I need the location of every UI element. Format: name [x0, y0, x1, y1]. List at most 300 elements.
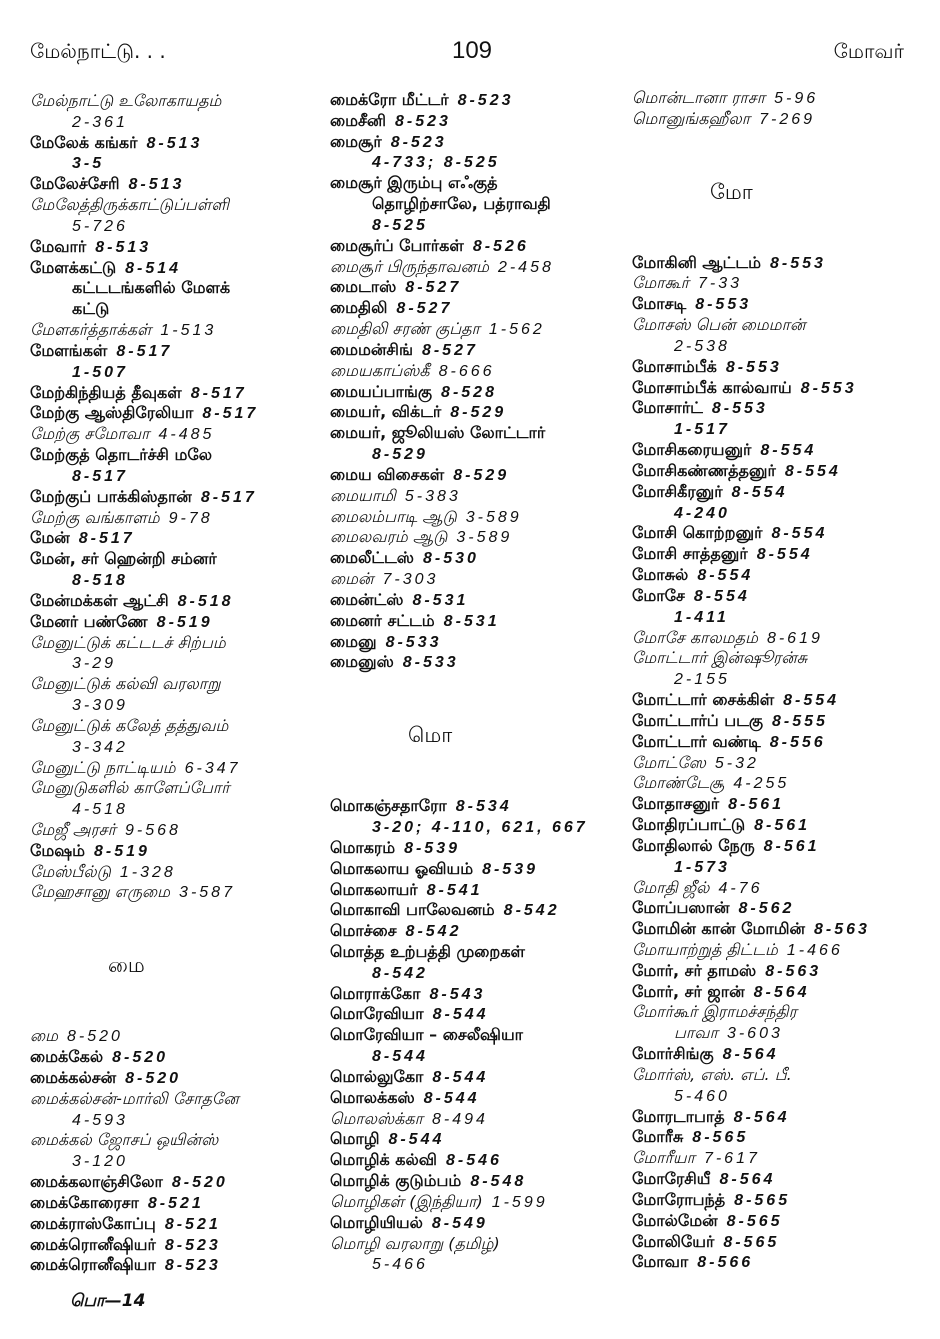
- entry-term: மைசூர் பிருந்தாவனம்: [330, 256, 489, 276]
- index-entry: [30, 591, 322, 612]
- page-reference: 8-554: [784, 462, 841, 480]
- entry-term: மோட்டார் வண்டி: [632, 731, 761, 751]
- entry-term: மொழி: [330, 1129, 380, 1149]
- index-section: [30, 91, 322, 903]
- entry-line: [330, 984, 622, 1005]
- index-entry: [330, 298, 622, 319]
- entry-line: [30, 633, 322, 654]
- entry-term: மோர், சர் ஜான்: [632, 981, 745, 1001]
- entry-term: மோலியேர்: [632, 1231, 715, 1251]
- page-reference: 8-525: [372, 216, 428, 234]
- index-column-3: [632, 88, 928, 1273]
- index-entry: [632, 294, 928, 315]
- entry-line: [632, 1190, 928, 1211]
- entry-line: [30, 1089, 322, 1110]
- page-reference: 1-573: [674, 858, 730, 876]
- page-reference: 8-565: [692, 1129, 749, 1147]
- entry-line: [30, 758, 322, 779]
- page-reference: 8-520: [125, 1069, 182, 1087]
- entry-line: [30, 820, 322, 841]
- index-column-2: [330, 90, 622, 1275]
- index-entry: [30, 1255, 322, 1276]
- page-reference: 1-562: [488, 321, 545, 339]
- entry-term: மோரீசு: [632, 1127, 684, 1147]
- page-reference: 8-534: [455, 798, 512, 816]
- entry-line: [330, 402, 622, 423]
- page-reference: 8-553: [725, 358, 782, 376]
- page-reference: 8-520: [67, 1028, 123, 1046]
- entry-line: [330, 1109, 622, 1130]
- entry-line: [632, 461, 928, 482]
- index-entry: [30, 820, 322, 841]
- entry-line: [330, 548, 622, 569]
- page-reference: 2-155: [674, 671, 730, 689]
- page-reference: 8-528: [441, 383, 497, 401]
- entry-term: மைய விசைகள்: [330, 464, 445, 484]
- entry-term: மோதிலால் நேரு: [632, 835, 755, 855]
- entry-term: மேஸ்பீல்டு: [30, 861, 111, 881]
- entry-line: [330, 1088, 622, 1109]
- page-reference: 2-458: [497, 258, 554, 276]
- entry-term: மொழிக் கல்வி: [330, 1150, 437, 1170]
- index-entry: [632, 273, 928, 294]
- entry-line: [30, 341, 322, 362]
- page-reference: 9-568: [124, 821, 181, 839]
- entry-term: மேஜீ அரசர்: [30, 819, 116, 839]
- entry-line: [30, 612, 322, 633]
- page-reference: 8-514: [125, 259, 182, 277]
- entry-term: மோசாம்பீக் கால்வாய்: [632, 377, 792, 397]
- entry-term: மேனுட்டுக் கல்வி வரலாறு: [30, 674, 221, 694]
- entry-term: மையர், விக்டர்: [330, 402, 442, 422]
- index-entry: [632, 253, 928, 274]
- index-entry: [632, 1232, 928, 1253]
- index-entry: [30, 758, 322, 779]
- entry-line: [330, 319, 622, 340]
- page-reference: 8-554: [693, 587, 750, 605]
- index-entry: [30, 549, 322, 591]
- entry-continuation-line: [30, 466, 322, 487]
- page-reference: 8-520: [112, 1049, 169, 1067]
- entry-term: மைக்ரோ மீட்டர்: [330, 90, 449, 109]
- entry-term: மோசுல்: [632, 565, 689, 585]
- index-entry: [632, 461, 928, 482]
- entry-term: மோப்பஸான்: [632, 898, 730, 918]
- page-reference: 5-96: [774, 90, 819, 107]
- index-entry: [330, 590, 622, 611]
- entry-term: மொலஸ்க்கா: [330, 1108, 423, 1128]
- page-reference: 8-518: [177, 592, 234, 610]
- entry-line: [632, 690, 928, 711]
- entry-line: [30, 133, 322, 154]
- index-entry: [30, 341, 322, 383]
- entry-term: மைலீட்டஸ்: [330, 548, 414, 568]
- entry-term: மோட்டார்ப் படகு: [632, 710, 764, 730]
- page-reference: 8-539: [482, 860, 538, 878]
- index-entry: [632, 1252, 928, 1273]
- entry-continuation-line: [30, 112, 322, 133]
- page-reference: 3-5: [72, 155, 105, 173]
- page-reference: 8-517: [116, 342, 173, 360]
- index-entry: [632, 440, 928, 461]
- entry-line: [632, 378, 928, 399]
- index-entry: [632, 1044, 928, 1065]
- index-entry: [30, 487, 322, 508]
- page-number: 109: [451, 37, 493, 64]
- page-reference: 4-485: [158, 426, 215, 444]
- entry-line: [330, 90, 622, 111]
- entry-term: மைதிலி: [330, 298, 388, 318]
- entry-continuation-line: [330, 194, 622, 215]
- index-entry: [330, 507, 622, 528]
- index-section: [632, 88, 928, 130]
- entry-continuation-line: [632, 336, 928, 357]
- entry-line: [30, 174, 322, 195]
- entry-line: [632, 815, 928, 836]
- entry-term: மொகஞ்சதாரோ: [330, 796, 447, 816]
- page-reference: 8-554: [783, 692, 840, 710]
- entry-line: [632, 1002, 928, 1023]
- entry-line: [330, 880, 622, 901]
- entry-line: [632, 1065, 928, 1086]
- entry-line: [330, 921, 622, 942]
- entry-term: மோர்சிங்கு: [632, 1044, 714, 1064]
- entry-term: மைக்கோரைசா: [30, 1192, 139, 1212]
- entry-term: மேளக்கட்டு: [30, 257, 117, 277]
- entry-continuation-line: [330, 1046, 622, 1067]
- entry-line: [632, 398, 928, 419]
- entry-term: மேளங்கள்: [30, 340, 108, 360]
- page-reference: 9-78: [168, 509, 213, 527]
- entry-term: மோதி ஜீல்: [632, 877, 710, 897]
- entry-continuation-line: [330, 215, 622, 236]
- entry-term: மோயாற்றுத் திட்டம்: [632, 939, 778, 959]
- entry-line: [330, 859, 622, 880]
- entry-term: மேனுடுகளில் காளேப்போர்: [30, 778, 230, 798]
- entry-line: [30, 1068, 322, 1089]
- index-entry: [632, 836, 928, 878]
- signature-mark: பொ—14: [70, 1291, 146, 1311]
- entry-term: மேனுட்டுக் கலேத் தத்துவம்: [30, 715, 229, 735]
- page-reference: 3-589: [465, 508, 522, 526]
- page-reference: 8-533: [402, 654, 459, 672]
- page-reference: 1-599: [491, 1193, 548, 1211]
- page-reference: 3-589: [456, 529, 513, 547]
- entry-continuation-line: [30, 1151, 322, 1172]
- index-entry: [632, 398, 928, 440]
- page-reference: 1-466: [786, 941, 843, 959]
- entry-line: [330, 298, 622, 319]
- page-reference: 7-33: [698, 275, 743, 293]
- page-reference: 8-517: [190, 384, 247, 402]
- index-entry: [30, 1068, 322, 1089]
- page-reference: 5-726: [72, 217, 128, 235]
- entry-line: [632, 648, 928, 669]
- entry-term: மோசிகரையனுர்: [632, 440, 752, 460]
- entry-term: மேளகர்த்தாக்கள்: [30, 320, 152, 340]
- entry-term: மோதிரப்பாட்டு: [632, 815, 746, 835]
- index-entry: [30, 508, 322, 529]
- index-entry: [30, 528, 322, 549]
- entry-line: [330, 1234, 622, 1255]
- entry-term: மைக்ரொனீஷியர்: [30, 1234, 156, 1254]
- entry-line: [632, 1044, 928, 1065]
- index-entry: [632, 523, 928, 544]
- entry-line: [330, 382, 622, 403]
- index-entry: [30, 195, 322, 237]
- entry-line: [330, 423, 622, 444]
- index-entry: [330, 277, 622, 298]
- entry-term: மைனுஸ்: [330, 652, 394, 672]
- index-entry: [30, 1172, 322, 1193]
- entry-line: [330, 942, 622, 963]
- index-entry: [30, 237, 322, 258]
- entry-continuation-line: [632, 1023, 928, 1044]
- entry-line: [632, 1252, 928, 1273]
- entry-line: [330, 257, 622, 278]
- entry-line: [30, 549, 322, 570]
- entry-continuation-line: [30, 570, 322, 591]
- entry-term: மேற்கு சமோவா: [30, 424, 150, 444]
- entry-line: [632, 88, 928, 109]
- entry-continuation-line: [30, 1110, 322, 1131]
- entry-line: [30, 320, 322, 341]
- index-entry: [330, 319, 622, 340]
- entry-line: [632, 544, 928, 565]
- entry-line: [330, 838, 622, 859]
- page-reference: 8-520: [171, 1174, 228, 1192]
- index-entry: [30, 258, 322, 320]
- index-entry: [330, 838, 622, 859]
- page-reference: 8-549: [431, 1214, 488, 1232]
- entry-term: மேலேத்திருக்காட்டுப்பள்ளி: [30, 195, 230, 215]
- entry-term: மொகாவி பாலேவனம்: [330, 900, 495, 920]
- index-entry: [330, 111, 622, 132]
- entry-term: மேனுட்டுக் கட்டடச் சிற்பம்: [30, 632, 226, 652]
- entry-term: மோரேசியீ: [632, 1169, 711, 1189]
- entry-line: [632, 315, 928, 336]
- entry-continuation-line: [632, 1086, 928, 1107]
- page-reference: 1-328: [119, 863, 176, 881]
- entry-continuation-line: [330, 817, 622, 838]
- index-entry: [30, 383, 322, 404]
- index-entry: [330, 132, 622, 174]
- entry-line: [632, 1127, 928, 1148]
- entry-term: மைக்கல் ஜோசப் ஒயின்ஸ்: [30, 1130, 219, 1150]
- page-reference: 8-554: [756, 546, 813, 564]
- entry-line: [330, 1129, 622, 1150]
- entry-term: மைசூர்ப் போர்கள்: [330, 235, 464, 255]
- page-reference: 8-561: [728, 796, 785, 814]
- entry-line: [330, 900, 622, 921]
- entry-line: [632, 982, 928, 1003]
- index-entry: [330, 984, 622, 1005]
- entry-line: [330, 569, 622, 590]
- entry-term-continued: கட்டு: [72, 299, 110, 319]
- entry-term: மேலேச்சேரி: [30, 174, 120, 194]
- page-reference: 5-32: [714, 754, 759, 772]
- entry-line: [330, 527, 622, 548]
- entry-line: [632, 732, 928, 753]
- page-reference: 8-518: [72, 572, 128, 590]
- page-reference: 8-544: [388, 1131, 445, 1149]
- entry-line: [30, 195, 322, 216]
- index-entry: [632, 88, 928, 109]
- entry-line: [632, 1232, 928, 1253]
- page-reference: 8-564: [719, 1171, 776, 1189]
- page-reference: 5-466: [372, 1256, 428, 1274]
- entry-line: [632, 1211, 928, 1232]
- page-reference: 8-553: [695, 296, 752, 314]
- page-reference: 8-554: [771, 525, 828, 543]
- entry-term: மோசி சாத்தனுர்: [632, 544, 748, 564]
- index-entry: [330, 465, 622, 486]
- page-reference: 8-542: [405, 923, 462, 941]
- page-reference: 8-546: [445, 1152, 502, 1170]
- entry-continuation-line: [30, 653, 322, 674]
- entry-term: மையப்பாங்கு: [330, 381, 433, 401]
- entry-term: மைசூர் இரும்பு எஃகுத்: [330, 173, 498, 193]
- entry-line: [632, 1169, 928, 1190]
- index-entry: [30, 882, 322, 903]
- entry-term: மொலக்கஸ்: [330, 1087, 415, 1107]
- entry-line: [330, 1213, 622, 1234]
- index-entry: [632, 982, 928, 1003]
- entry-line: [632, 253, 928, 274]
- page-reference: 8-521: [147, 1194, 204, 1212]
- entry-continuation-line: [632, 419, 928, 440]
- index-entry: [632, 1169, 928, 1190]
- index-entry: [330, 236, 622, 257]
- entry-continuation-line: [632, 503, 928, 524]
- entry-line: [632, 586, 928, 607]
- entry-line: [30, 91, 322, 112]
- index-entry: [632, 1148, 928, 1169]
- entry-line: [330, 1171, 622, 1192]
- section-heading: மோ: [710, 179, 753, 204]
- entry-line: [30, 1172, 322, 1193]
- page-reference: 8-533: [385, 633, 442, 651]
- page-reference: 8-523: [457, 92, 514, 109]
- page-reference: 8-526: [472, 237, 529, 255]
- index-entry: [632, 732, 928, 753]
- index-entry: [632, 586, 928, 628]
- entry-line: [30, 882, 322, 903]
- entry-continuation-line: [330, 444, 622, 465]
- page-reference: 7-303: [382, 571, 439, 589]
- page-reference: 3-29: [72, 655, 117, 673]
- entry-term: மோதாசனுர்: [632, 794, 720, 814]
- index-entry: [30, 633, 322, 675]
- entry-line: [632, 711, 928, 732]
- index-section: [330, 90, 622, 673]
- entry-line: [632, 482, 928, 503]
- entry-term: மொத்த உற்பத்தி முறைகள்: [330, 941, 525, 961]
- entry-term: மொனுங்கஹீலா: [632, 108, 751, 128]
- index-entry: [30, 1193, 322, 1214]
- entry-term: மைக்கல்சன்: [30, 1067, 117, 1087]
- entry-term: மொகரம்: [330, 837, 396, 857]
- index-entry: [632, 940, 928, 961]
- running-head-right: மோவர்: [833, 39, 904, 63]
- page-reference: 8-521: [164, 1215, 221, 1233]
- entry-term: மொச்சை: [330, 921, 397, 941]
- page-reference: 8-563: [765, 962, 822, 980]
- index-entry: [330, 1192, 622, 1213]
- entry-line: [30, 716, 322, 737]
- entry-term: மைதிலி சரண் குப்தா: [330, 319, 480, 339]
- entry-term: மையர், ஜூலியஸ் லோட்டார்: [330, 423, 546, 443]
- index-entry: [632, 878, 928, 899]
- entry-term: மேன், சர் ஹென்றி சம்னர்: [30, 549, 217, 569]
- page-reference: 8-539: [404, 839, 460, 857]
- index-entry: [632, 898, 928, 919]
- index-entry: [330, 402, 622, 423]
- entry-term: மேற்கு ஆஸ்திரேலியா: [30, 403, 194, 423]
- page-reference: 2-538: [674, 337, 730, 355]
- index-entry: [30, 1026, 322, 1047]
- entry-term: மொகலாயர்: [330, 879, 418, 899]
- entry-term: மோர், சர் தாமஸ்: [632, 960, 757, 980]
- index-entry: [30, 424, 322, 445]
- entry-line: [30, 674, 322, 695]
- entry-continuation-line: [30, 737, 322, 758]
- entry-term: மைசீனி: [330, 110, 387, 130]
- entry-line: [632, 440, 928, 461]
- entry-term: மோரடாபாத்: [632, 1106, 725, 1126]
- index-entry: [330, 173, 622, 235]
- index-entry: [632, 378, 928, 399]
- page-reference: 3-120: [72, 1153, 128, 1171]
- section-heading: மொ: [408, 723, 453, 748]
- entry-term: மைமன்சிங்: [330, 339, 413, 359]
- entry-line: [330, 340, 622, 361]
- entry-line: [330, 486, 622, 507]
- entry-term: மோசிகண்ணத்தனுர்: [632, 460, 776, 480]
- entry-term-continued: தொழிற்சாலே, பத்ராவதி: [372, 194, 551, 214]
- page-reference: 8-554: [760, 442, 817, 460]
- index-entry: [632, 482, 928, 524]
- entry-continuation-line: [632, 857, 928, 878]
- index-entry: [632, 711, 928, 732]
- page-reference: 8-542: [503, 902, 560, 920]
- page-reference: 8-562: [738, 900, 795, 918]
- index-entry: [632, 544, 928, 565]
- page-reference: 8-666: [438, 362, 495, 380]
- entry-line: [30, 424, 322, 445]
- entry-line: [30, 1026, 322, 1047]
- index-entry: [30, 716, 322, 758]
- entry-continuation-line: [30, 799, 322, 820]
- index-entry: [30, 1130, 322, 1172]
- index-entry: [632, 109, 928, 130]
- entry-term: மேற்கு வங்காளம்: [30, 507, 160, 527]
- index-section: [632, 180, 928, 1274]
- index-entry: [632, 815, 928, 836]
- index-entry: [330, 361, 622, 382]
- entry-term: மொராக்கோ: [330, 983, 421, 1003]
- page-reference: 8-565: [734, 1191, 791, 1209]
- index-entry: [632, 919, 928, 940]
- entry-continuation-line: [632, 607, 928, 628]
- page-reference: 5-383: [404, 487, 461, 505]
- entry-line: [330, 1067, 622, 1088]
- entry-term: மோசஸ் பென் மைமான்: [632, 315, 806, 335]
- page-reference: 4-240: [674, 504, 730, 522]
- index-entry: [632, 1211, 928, 1232]
- entry-term: மோசி கொற்றனுர்: [632, 523, 763, 543]
- entry-term: மோசிகீரனுர்: [632, 481, 723, 501]
